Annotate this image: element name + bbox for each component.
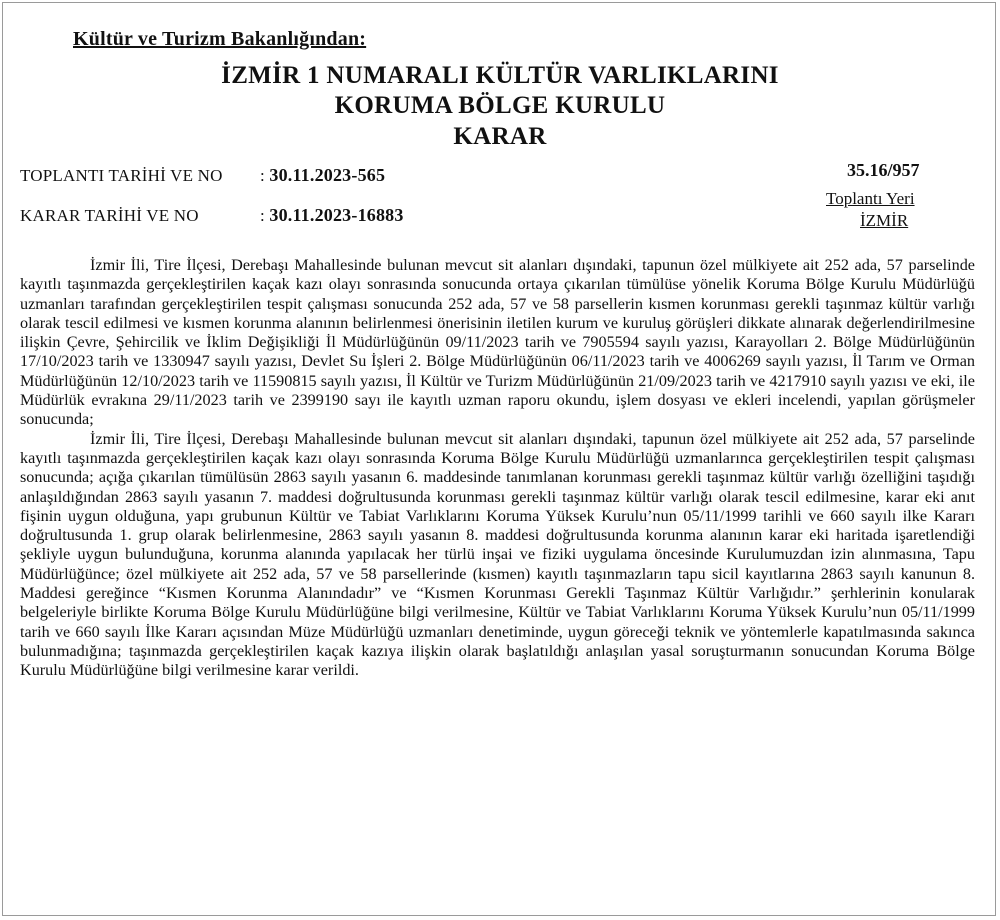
decision-date-value: 30.11.2023-16883 xyxy=(269,205,404,225)
paragraph-2: İzmir İli, Tire İlçesi, Derebaşı Mahallesinde bulunan mevcut sit alanları dışındaki, tapunun özel mülkiyete ait 252 ada, 57 parselinde kayıtlı taşınmazda gerçekleştirilen kaçak kazı olayı sonrasında Koruma Bölge Kurulu Müdürlüğü uzmanlarınca gerçekleştirilen tespit çalışması sonucunda; açığa çıkarılan tümülüsün 2863 sayılı yasanın 6. maddesinde tanımlanan korunması gerekli taşınmaz kültür varlığı özelliğini taşıdığı anlaşıldığından 2863 sayılı yasanın 7. maddesi doğrultusunda korunması gerekli taşınmaz kültür varlığı olarak tescil edilmesine, karar eki anıt fişinin uygun olduğuna, yapı grubunun Kültür ve Tabiat Varlıklarını Koruma Yüksek Kurulu’nun 05/11/1999 tarihli ve 660 sayılı ilke Kararı doğrultusunda 1. grup olarak belirlenmesine, 2863 sayılı yasanın 8. maddesi doğrultusunda korunma alanının karar eki haritada işaretlendiği şekliyle uygun bulunduğuna, korunma alanında yapılacak her türlü inşai ve fiziki uygulama öncesinde Kurulumuzdan izin alınmasına, Tapu Müdürlüğünce; özel mülkiyete ait 252 ada, 57 ve 58 parsellerinde (kısmen) kayıtlı taşınmazların tapu sicil kayıtlarına 2863 sayılı kanunun 8. Maddesi gereğince “Kısmen Korunma Alanındadır” ve “Kısmen Korunması Gerekli Taşınmaz Kültür Varlığıdır.” şerhlerinin konularak belgeleriyle birlikte Koruma Bölge Kurulu Müdürlüğüne bilgi verilmesine, Kültür ve Tabiat Varlıklarını Koruma Yüksek Kurulu’nun 05/11/1999 tarih ve 660 sayılı İlke Kararı açısından Müze Müdürlüğü uzmanları denetiminde, uygun göreceği teknik ve yöntemlerle kapatılmasında sakınca bulunmadığına; taşınmazda gerçekleştirilen kaçak kazıya ilişkin olarak başlatıldığı anlaşılan yasal soruşturmanın sonucundan Koruma Bölge Kurulu Müdürlüğüne bilgi verilmesine karar verildi. xyxy=(20,429,975,680)
title-line-2: KORUMA BÖLGE KURULU xyxy=(334,92,666,119)
decision-date-colon: : xyxy=(260,206,270,225)
title-line-3: KARAR xyxy=(453,123,547,150)
meeting-date-value: 30.11.2023-565 xyxy=(269,165,386,185)
decision-date-row xyxy=(20,205,404,226)
decision-body xyxy=(20,256,975,681)
file-code: 35.16/957 xyxy=(847,160,920,180)
title-line-1: İZMİR 1 NUMARALI KÜLTÜR VARLIKLARINI xyxy=(221,62,779,89)
paragraph-1: İzmir İli, Tire İlçesi, Derebaşı Mahallesinde bulunan mevcut sit alanları dışındaki, tapunun özel mülkiyete ait 252 ada, 57 parselinde kayıtlı taşınmazda gerçekleştirilen kaçak kazı olayı sonrasında sonucunda ortaya çıkarılan tümülüse yönelik Koruma Bölge Kurulu Müdürlüğü uzmanları tarafından gerçekleştirilen tespit çalışması sonucunda 252 ada, 57 ve 58 parsellerin kısmen korunması gerekli taşınmaz kültür varlığı olarak tescil edilmesi ve kısmen korunma alanının belirlenmesi önerisinin iletilen kurum ve kuruluş görüşleri dikkate alınarak değerlendirilmesine ilişkin Çevre, Şehircilik ve İklim Değişikliği İl Müdürlüğünün 09/11/2023 tarih ve 7905594 sayılı yazısı, Karayolları 2. Bölge Müdürlüğünün 17/10/2023 tarih ve 1330947 sayılı yazısı, Devlet Su İşleri 2. Bölge Müdürlüğünün 06/11/2023 tarih ve 4006269 sayılı yazısı, İl Tarım ve Orman Müdürlüğünün 12/10/2023 tarih ve 11590815 sayılı yazısı, İl Kültür ve Turizm Müdürlüğünün 21/09/2023 tarih ve 4217910 sayılı yazısı ve eki, ile Müdürlük evrakına 29/11/2023 tarih ve 2399190 sayı ile kayıtlı uzman raporu okundu, işlem dosyası ve ekleri incelendi, yapılan görüşmeler sonucunda; xyxy=(20,256,975,429)
meeting-date-colon: : xyxy=(260,166,270,185)
decision-date-label: KARAR TARİHİ VE NO xyxy=(20,206,199,225)
ministry-heading: Kültür ve Turizm Bakanlığından: xyxy=(73,28,367,50)
meeting-date-row xyxy=(20,165,385,186)
meeting-place-label: Toplantı Yeri xyxy=(826,189,915,208)
meeting-place-value: İZMİR xyxy=(860,211,909,230)
meeting-date-label: TOPLANTI TARİHİ VE NO xyxy=(20,166,223,185)
